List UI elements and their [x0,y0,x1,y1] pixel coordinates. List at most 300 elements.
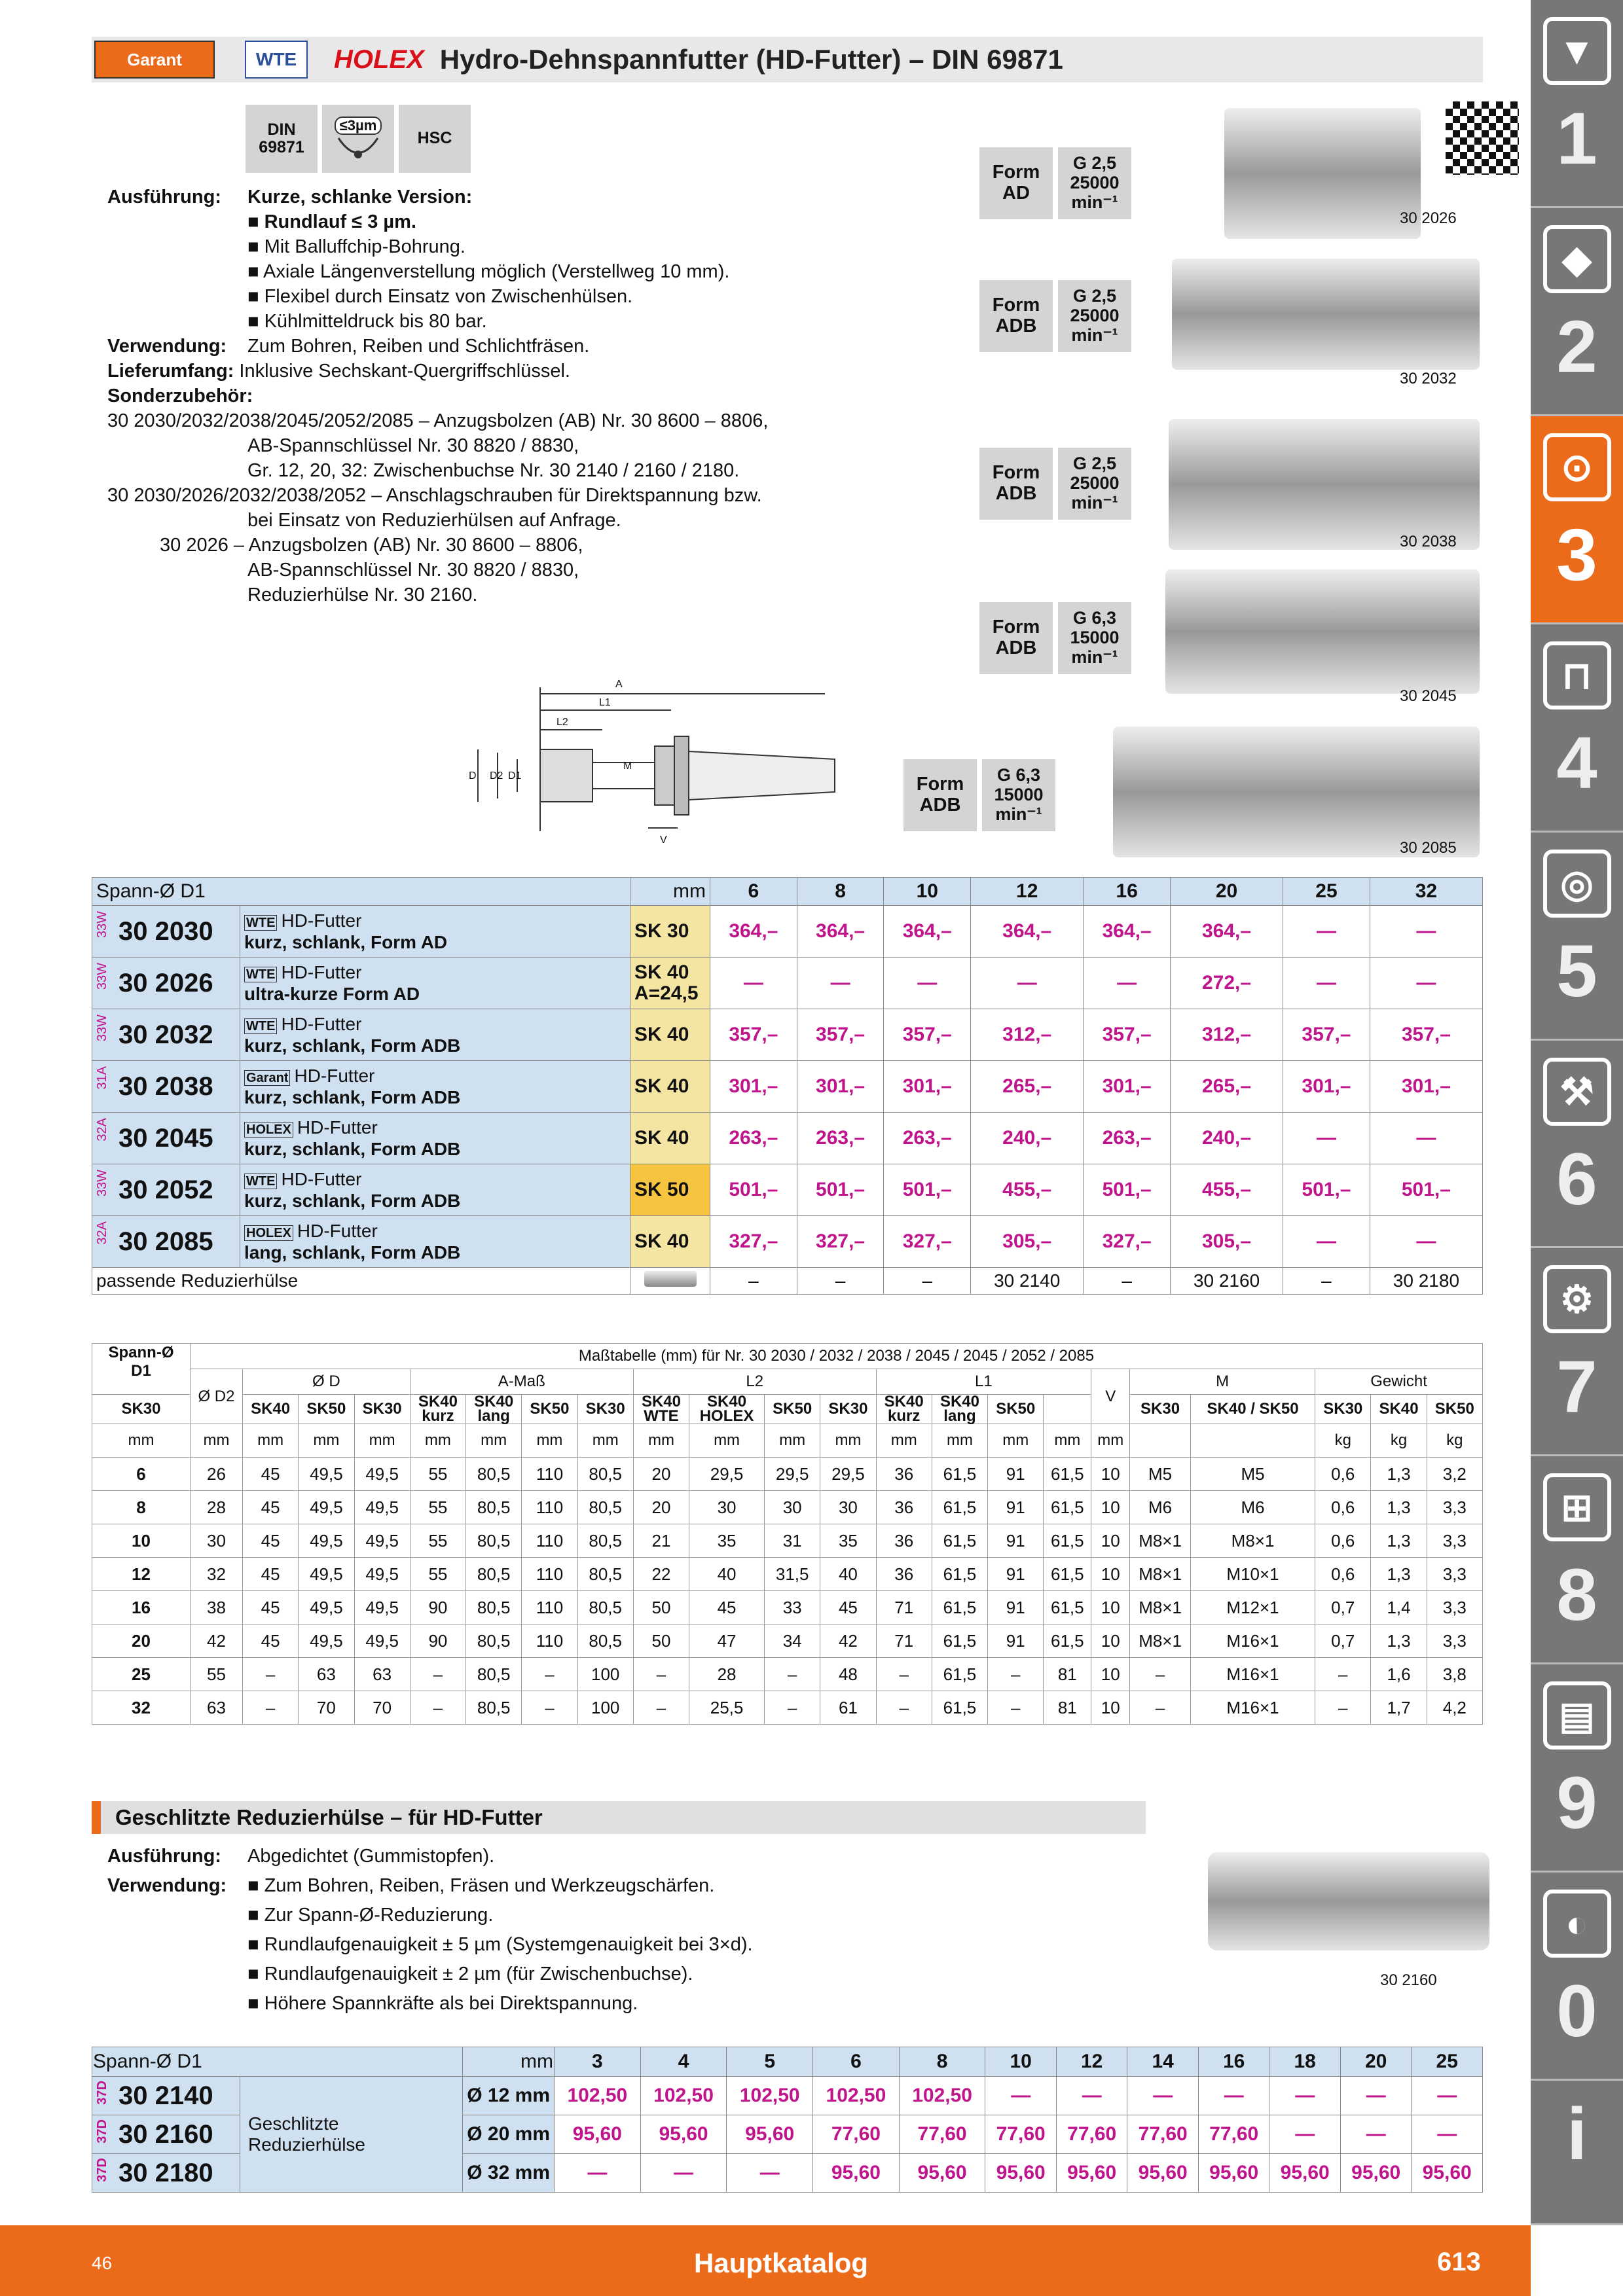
spec-badge-5: G 6,3 15000 min⁻¹ [982,759,1055,831]
dim-cell: 29,5 [689,1458,765,1491]
dim-row [92,1691,1483,1725]
form-badge-2: Form ADB [979,280,1053,352]
dim-cell: M10×1 [1190,1558,1315,1591]
dim-sub-header: SK50 [988,1395,1044,1424]
dim-cell: 55 [410,1458,465,1491]
page-footer [0,2225,1531,2296]
dim-cell: 26 [191,1458,243,1491]
dim-label-d1: D1 [508,770,522,781]
desc-line-1: HD-Futter [297,1220,378,1241]
sidebar-chapter-number: 7 [1556,1346,1597,1428]
dim-cell: 45 [689,1591,765,1624]
desc-line-1: HD-Futter [294,1065,375,1086]
section2-title-bar [92,1801,1146,1834]
dim-cell: 55 [191,1658,243,1691]
taper-size: SK 40 [630,1061,710,1113]
sidebar-chapter-number: 1 [1556,98,1597,179]
sleeve-article-number[interactable] [92,2154,240,2193]
wrench-icon: ⚒ [1543,1058,1611,1126]
price-cell: — [1370,1216,1482,1268]
sleeve-price-cell: 102,50 [555,2077,641,2115]
unit-label: mm [630,878,710,906]
price-cell: 301,– [1283,1061,1370,1113]
price-cell: 312,– [1170,1009,1283,1061]
dim-cell: – [242,1658,298,1691]
dim-cell: 50 [633,1591,689,1624]
dim-cell: 49,5 [354,1591,410,1624]
article-number[interactable] [92,1164,240,1216]
dim-cell: M8×1 [1130,1591,1191,1624]
dim-cell: 3,3 [1427,1591,1482,1624]
footer-right: 613 [1437,2248,1481,2276]
sleeve-outer-diameter: Ø 32 mm [463,2154,555,2193]
dim-cell: 30 [765,1491,820,1524]
dim-cell: 49,5 [354,1558,410,1591]
dim-row [92,1458,1483,1491]
sleeve-size-header: 16 [1198,2047,1269,2077]
price-cell: 327,– [884,1216,971,1268]
product-nr-2: 30 2032 [1400,370,1457,387]
article-description [240,1009,630,1061]
s2-ausfuehrung: Abgedichtet (Gummistopfen). [247,1846,495,1867]
dim-cell: 80,5 [577,1524,633,1558]
dim-cell: 1,7 [1371,1691,1427,1725]
desc-line-1: HD-Futter [297,1117,378,1138]
price-cell: 301,– [1370,1061,1482,1113]
cabinet-icon: ▤ [1543,1681,1611,1749]
dim-row [92,1624,1483,1658]
dim-cell: M5 [1130,1458,1191,1491]
sidebar-chapter-number: 5 [1556,929,1597,1012]
dim-cell: 50 [633,1624,689,1658]
sidebar-chapter-5[interactable] [1531,833,1623,1041]
dim-cell: 1,3 [1371,1558,1427,1591]
dim-cell: 49,5 [299,1491,354,1524]
price-cell: 357,– [797,1009,884,1061]
product-image-302032 [1172,259,1480,370]
dim-cell: 10 [1091,1658,1130,1691]
taper-size: SK 40 [630,1216,710,1268]
dim-cell: – [522,1658,577,1691]
sleeve-price-cell: 95,60 [899,2154,985,2193]
sleeve-size-header: 14 [1127,2047,1199,2077]
sleeve-price-cell: 77,60 [813,2115,900,2154]
sleeve-price-cell: 95,60 [1056,2154,1127,2193]
dim-cell: 45 [242,1524,298,1558]
dim-unit: mm [354,1424,410,1458]
price-cell: 364,– [971,906,1084,958]
dim-cell: M8×1 [1190,1524,1315,1558]
dim-cell: 80,5 [466,1491,522,1524]
dim-cell: – [242,1691,298,1725]
size-header: 20 [1170,878,1283,906]
dim-cell: 3,3 [1427,1524,1482,1558]
dim-sub-row [92,1395,1483,1424]
saw-blade-icon: ◎ [1543,850,1611,918]
desc-line-2: kurz, schlank, Form AD [244,931,448,952]
dim-group: L1 [876,1369,1091,1395]
dim-cell: 49,5 [354,1458,410,1491]
dim-cell: – [1315,1658,1371,1691]
dim-cell: 91 [988,1558,1044,1591]
sonder-line-6: 30 2026 – Anzugsbolzen (AB) Nr. 30 8600 – 8806, [160,535,583,556]
desc-line-1: HD-Futter [281,1168,362,1189]
ausfuehrung-line-1: Kurze, schlanke Version: [247,187,473,207]
dim-group: M [1130,1369,1315,1395]
price-cell: 301,– [884,1061,971,1113]
article-description [240,1216,630,1268]
price-cell: 357,– [1370,1009,1482,1061]
dim-row-size: 20 [92,1624,191,1658]
sleeve-price-table [92,2047,1483,2193]
dim-cell: 80,5 [466,1558,522,1591]
article-description [240,1061,630,1113]
dim-cell: 3,3 [1427,1624,1482,1658]
dim-cell: 55 [410,1558,465,1591]
sleeve-size-header: 25 [1412,2047,1483,2077]
sleeve-price-cell: — [1340,2115,1412,2154]
dim-cell: – [633,1658,689,1691]
price-row [92,906,1483,958]
group-code: 32A [95,1118,109,1141]
taper-size: SK 40 [630,1113,710,1164]
dim-row [92,1524,1483,1558]
sleeve-price-cell: — [1269,2115,1341,2154]
dim-sub-header: SK40 lang [932,1395,987,1424]
dim-cell: 80,5 [466,1624,522,1658]
dim-cell: 30 [820,1491,876,1524]
dim-row-size: 25 [92,1658,191,1691]
dim-cell: 49,5 [299,1624,354,1658]
s2-verwendung-4: ■ Rundlaufgenauigkeit ± 2 µm (für Zwischenbuchse). [247,1964,693,1984]
group-code: 37D [95,2081,109,2105]
price-cell: 327,– [797,1216,884,1268]
dim-cell: – [1315,1691,1371,1725]
sleeve-price-cell: 102,50 [899,2077,985,2115]
sidebar-chapter-8[interactable] [1531,1456,1623,1664]
dim-cell: – [988,1658,1044,1691]
article-number[interactable] [92,1009,240,1061]
article-number[interactable] [92,1216,240,1268]
insert-icon: ◆ [1543,225,1611,293]
group-code: 33W [95,1014,109,1042]
article-number[interactable] [92,1113,240,1164]
hsc-badge: HSC [399,105,471,173]
desc-line-2: kurz, schlank, Form ADB [244,1035,461,1056]
dim-title: Maßtabelle (mm) für Nr. 30 2030 / 2032 / 2038 / 2045 / 2045 / 2052 / 2085 [191,1344,1483,1369]
dim-group: Ø D [242,1369,410,1395]
sleeve-price-cell: 95,60 [1198,2154,1269,2193]
dim-unit: mm [820,1424,876,1458]
sleeve-price-cell: — [640,2154,727,2193]
dim-sub-header: SK30 [1315,1395,1371,1424]
dim-cell: 110 [522,1491,577,1524]
dim-unit: mm [577,1424,633,1458]
dim-cell: 29,5 [820,1458,876,1491]
article-number[interactable] [92,906,240,958]
product-image-302038 [1169,419,1480,550]
dim-cell: 110 [522,1591,577,1624]
spec-badge-1: G 2,5 25000 min⁻¹ [1058,147,1131,219]
dim-cell: 80,5 [466,1458,522,1491]
dim-unit: mm [633,1424,689,1458]
workbench-icon: ⊞ [1543,1473,1611,1541]
dim-label-l2: L2 [556,717,568,728]
desc-line-2: lang, schlank, Form ADB [244,1242,461,1263]
dim-row [92,1558,1483,1591]
dim-cell: 80,5 [577,1491,633,1524]
dim-cell: 61,5 [1044,1491,1091,1524]
dim-cell: 45 [242,1491,298,1524]
ausfuehrung-list [107,209,880,334]
sleeve-price-cell: 95,60 [727,2115,813,2154]
article-number[interactable] [92,1061,240,1113]
ausfuehrung-line-5: ■ Flexibel durch Einsatz von Zwischenhülsen. [247,286,633,307]
dim-cell: 40 [689,1558,765,1591]
verwendung-label: Verwendung: [107,336,227,357]
price-row [92,1061,1483,1113]
dim-cell: 47 [689,1624,765,1658]
brand-mark: WTE [244,1018,277,1034]
dim-group: Ø D2 [191,1369,243,1424]
sleeve-price-cell: — [1340,2077,1412,2115]
dim-cell: 10 [1091,1624,1130,1658]
dim-group: A-Maß [410,1369,633,1395]
sleeve-unit: mm [463,2047,555,2077]
dim-label-a: A [615,679,623,690]
dim-cell: – [765,1691,820,1725]
dim-cell: 61,5 [932,1691,987,1725]
dim-cell: 3,2 [1427,1458,1482,1491]
product-nr-4: 30 2045 [1400,687,1457,705]
sleeve-price-cell: 95,60 [985,2154,1057,2193]
price-cell: 455,– [971,1164,1084,1216]
sleeve-price-cell: 95,60 [1127,2154,1199,2193]
dim-cell: M6 [1190,1491,1315,1524]
reduzier-cell: 30 2160 [1170,1268,1283,1295]
dim-cell: 25,5 [689,1691,765,1725]
price-cell: 501,– [797,1164,884,1216]
chuck-icon: ⊙ [1543,433,1611,501]
sleeve-nr-text: 30 2160 [119,2119,213,2149]
dim-cell: 1,4 [1371,1591,1427,1624]
sidebar-chapter-number: i [1566,2093,1588,2176]
sleeve-price-cell: 77,60 [1127,2115,1199,2154]
ausfuehrung-line-4: ■ Axiale Längenverstellung möglich (Verstellweg 10 mm). [247,261,730,282]
dim-cell: 36 [876,1524,932,1558]
article-nr-text: 30 2038 [119,1071,213,1101]
article-nr-text: 30 2032 [119,1020,213,1049]
lieferumfang-label: Lieferumfang: [107,361,234,382]
price-cell: 263,– [797,1113,884,1164]
dim-cell: 49,5 [299,1458,354,1491]
sleeve-price-cell: 95,60 [1340,2154,1412,2193]
dim-row-size: 6 [92,1458,191,1491]
reduzier-label: passende Reduzierhülse [92,1268,630,1295]
dim-cell: 4,2 [1427,1691,1482,1725]
price-cell: — [710,958,797,1009]
brand-mark: WTE [244,967,277,982]
sidebar-chapter-i[interactable] [1531,2081,1623,2225]
reduzier-cell: – [1084,1268,1171,1295]
sleeve-row [92,2077,1483,2115]
dim-cell: 1,6 [1371,1658,1427,1691]
article-nr-text: 30 2030 [119,916,213,946]
wte-logo: WTE [245,41,308,79]
price-cell: 364,– [710,906,797,958]
dim-cell: 61,5 [932,1624,987,1658]
dim-sub-header: SK50 [522,1395,577,1424]
dim-cell: 1,3 [1371,1524,1427,1558]
dim-title-row [92,1344,1483,1369]
dim-cell: 61,5 [932,1591,987,1624]
dim-unit: mm [765,1424,820,1458]
sleeve-price-cell: — [555,2154,641,2193]
s2-img-nr: 30 2160 [1380,1971,1437,1989]
brand-mark: HOLEX [244,1122,293,1138]
sidebar-chapter-0[interactable] [1531,1873,1623,2081]
taper-size: SK 30 [630,906,710,958]
sleeve-size-header: 8 [899,2047,985,2077]
dim-row [92,1591,1483,1624]
dim-cell: 63 [299,1658,354,1691]
price-cell: 357,– [710,1009,797,1061]
product-image-302026 [1224,108,1421,239]
article-description [240,1113,630,1164]
price-cell: 305,– [1170,1216,1283,1268]
price-table-header [92,878,1483,906]
sidebar-chapter-1[interactable] [1531,0,1623,208]
dim-cell: 45 [242,1591,298,1624]
section-marker [92,1801,101,1834]
dim-unit: kg [1427,1424,1482,1458]
sidebar-chapter-number: 2 [1556,305,1597,387]
desc-line-2: ultra-kurze Form AD [244,983,420,1004]
ausfuehrung-line-3: ■ Mit Balluffchip-Bohrung. [247,236,465,257]
sleeve-size-header: 20 [1340,2047,1412,2077]
dim-cell: 10 [1091,1458,1130,1491]
dim-sub-header: SK30 [92,1395,191,1424]
dim-sub-header: SK50 [765,1395,820,1424]
product-image-302045 [1165,569,1480,694]
dim-cell: 20 [633,1491,689,1524]
sidebar-chapter-4[interactable] [1531,624,1623,833]
price-cell: 263,– [884,1113,971,1164]
dim-cell: 21 [633,1524,689,1558]
sidebar-chapter-number: 4 [1556,721,1597,804]
dim-cell: 40 [820,1558,876,1591]
dim-cell: 91 [988,1624,1044,1658]
dim-cell: 36 [876,1558,932,1591]
description-block [107,185,880,607]
dim-cell: – [1130,1691,1191,1725]
dim-cell: 28 [191,1491,243,1524]
dim-cell: 48 [820,1658,876,1691]
dim-cell: 0,7 [1315,1591,1371,1624]
dimension-table [92,1343,1483,1725]
spann-label: Spann-Ø D1 [92,878,630,906]
price-cell: — [1283,1113,1370,1164]
dim-group-row [92,1369,1483,1395]
sonder-line-2: AB-Spannschlüssel Nr. 30 8820 / 8830, [247,435,579,456]
dim-cell: 35 [689,1524,765,1558]
dim-unit: kg [1371,1424,1427,1458]
safety-glasses-icon: ◐ [1543,1890,1611,1958]
dim-sub-header: SK30 [820,1395,876,1424]
dim-cell: M16×1 [1190,1691,1315,1725]
dim-cell: 55 [410,1524,465,1558]
article-number[interactable] [92,958,240,1009]
dim-cell: 31,5 [765,1558,820,1591]
sidebar-chapter-7[interactable] [1531,1248,1623,1456]
dim-cell: 110 [522,1624,577,1658]
sidebar-chapter-9[interactable] [1531,1664,1623,1873]
dim-cell: – [410,1658,465,1691]
dim-cell: 91 [988,1491,1044,1524]
dim-unit: mm [191,1424,243,1458]
product-nr-3: 30 2038 [1400,533,1457,550]
qr-code[interactable] [1446,101,1519,175]
sleeve-price-cell: 95,60 [813,2154,900,2193]
dim-cell: – [765,1658,820,1691]
sonder-line-7: AB-Spannschlüssel Nr. 30 8820 / 8830, [247,560,579,581]
dim-cell: 3,3 [1427,1558,1482,1591]
dim-cell: 80,5 [466,1658,522,1691]
footer-center: Hauptkatalog [694,2248,869,2278]
ausfuehrung-section [107,185,880,209]
article-nr-text: 30 2026 [119,968,213,997]
dim-cell: 80,5 [466,1691,522,1725]
dim-cell: 10 [1091,1524,1130,1558]
sleeve-article-number[interactable] [92,2077,240,2115]
sleeve-spann-label: Spann-Ø D1 [92,2047,463,2077]
dim-row-size: 10 [92,1524,191,1558]
dim-cell: 81 [1044,1658,1091,1691]
reduzier-row [92,1268,1483,1295]
dim-cell: 71 [876,1591,932,1624]
sleeve-table-header [92,2047,1483,2077]
dim-unit-row [92,1424,1483,1458]
dim-unit: kg [1315,1424,1371,1458]
sidebar-chapter-2[interactable] [1531,208,1623,416]
price-cell: — [1283,1216,1370,1268]
garant-logo: Garant [94,41,215,79]
dim-unit: mm [689,1424,765,1458]
sleeve-article-number[interactable] [92,2115,240,2154]
sleeve-icon [630,1268,710,1295]
dim-cell: 35 [820,1524,876,1558]
sonder-line-8: Reduzierhülse Nr. 30 2160. [247,584,478,605]
price-cell: 305,– [971,1216,1084,1268]
sidebar-chapter-6[interactable] [1531,1041,1623,1249]
price-cell: 357,– [1084,1009,1171,1061]
sidebar-chapter-3[interactable] [1531,416,1623,624]
sleeve-price-cell: — [727,2154,813,2193]
taper-size: SK 40 A=24,5 [630,958,710,1009]
dim-cell: 49,5 [354,1624,410,1658]
price-row [92,1113,1483,1164]
brand-mark: WTE [244,1174,277,1189]
desc-line-1: HD-Futter [281,1013,362,1034]
dim-cell: 90 [410,1591,465,1624]
drill-icon: ▼ [1543,17,1611,85]
sleeve-price-cell: 95,60 [640,2115,727,2154]
price-row [92,958,1483,1009]
group-code: 37D [95,2119,109,2144]
desc-line-2: kurz, schlank, Form ADB [244,1190,461,1211]
spec-badge-2: G 2,5 25000 min⁻¹ [1058,280,1131,352]
dim-cell: 0,6 [1315,1491,1371,1524]
